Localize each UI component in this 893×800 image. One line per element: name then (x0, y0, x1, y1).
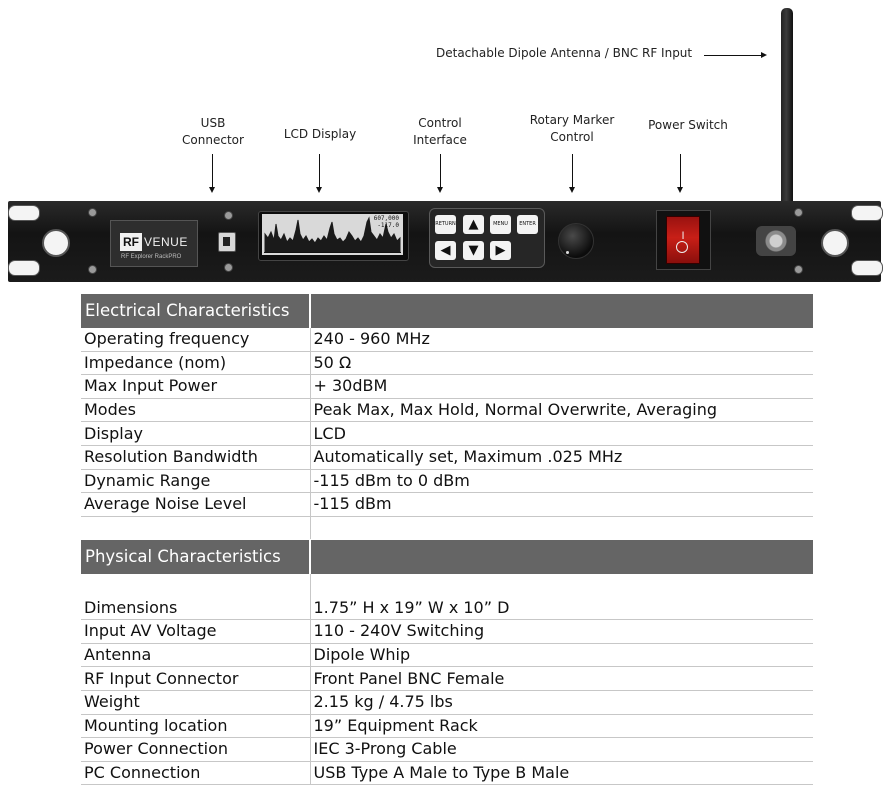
spec-value: 240 - 960 MHz (310, 328, 813, 351)
logo-rf-text: RF (120, 233, 142, 251)
right-arrow-key[interactable]: ▶ (490, 241, 511, 260)
spec-row (81, 643, 813, 667)
spacer-cell (81, 516, 310, 539)
logo-venue-text: VENUE (144, 235, 188, 249)
spec-value: Peak Max, Max Hold, Normal Overwrite, Averaging (310, 398, 813, 422)
spec-row (81, 690, 813, 714)
rotary-marker-indicator-dot (566, 251, 569, 254)
spec-value: Automatically set, Maximum .025 MHz (310, 445, 813, 469)
lcd-display (262, 214, 403, 255)
rotary-callout-line2: Control (550, 130, 594, 144)
power-switch-off-symbol (676, 241, 688, 253)
screw (88, 265, 97, 274)
spec-label: Modes (81, 398, 310, 422)
rack-slot-top-right (851, 205, 883, 221)
control-interface-keypad (429, 208, 545, 268)
logo-subtitle: RF Explorer RackPRO (121, 254, 182, 260)
spec-value: Front Panel BNC Female (310, 667, 813, 691)
return-key[interactable]: RETURN (435, 215, 456, 234)
spec-row (81, 445, 813, 469)
lcd-callout-label: LCD Display (283, 127, 357, 141)
spec-value: USB Type A Male to Type B Male (310, 761, 813, 785)
spec-value: LCD (310, 422, 813, 446)
power-switch-on-symbol: I (681, 230, 685, 242)
rotary-marker-knob[interactable] (558, 223, 594, 259)
usb-callout-arrow (212, 154, 213, 188)
spec-label: Dimensions (81, 597, 310, 620)
usb-callout-line1: USB (200, 116, 226, 130)
usb-callout-line2: Connector (182, 133, 244, 147)
rack-mount-hole-left (42, 229, 70, 257)
spec-row (81, 398, 813, 422)
physical-characteristics-table (81, 540, 813, 785)
spec-value: + 30dBM (310, 375, 813, 399)
spec-row (81, 469, 813, 493)
down-arrow-key[interactable]: ▼ (463, 241, 484, 260)
spec-row (81, 738, 813, 762)
control-callout-line2: Interface (413, 133, 467, 147)
physical-header-spacer (310, 540, 813, 574)
usb-callout-label (176, 115, 250, 149)
antenna-callout-label: Detachable Dipole Antenna / BNC RF Input (436, 46, 693, 60)
spec-row (81, 714, 813, 738)
spec-label: RF Input Connector (81, 667, 310, 691)
spec-value: 110 - 240V Switching (310, 620, 813, 644)
screw (794, 265, 803, 274)
lcd-readout-frequency: 607,000 (373, 215, 399, 222)
spec-label: Antenna (81, 643, 310, 667)
rotary-callout-line1: Rotary Marker (529, 113, 615, 127)
electrical-header: Electrical Characteristics (81, 294, 310, 328)
spec-value: Dipole Whip (310, 643, 813, 667)
up-arrow-key[interactable]: ▲ (463, 215, 484, 234)
spec-value: 19” Equipment Rack (310, 714, 813, 738)
spec-value: -115 dBm (310, 493, 813, 517)
rotary-callout-arrow (572, 154, 573, 188)
rack-mount-hole-right (821, 229, 849, 257)
electrical-characteristics-table (81, 294, 813, 539)
control-callout-arrow (440, 154, 441, 188)
left-arrow-key[interactable]: ◀ (435, 241, 456, 260)
control-callout-line1: Control (418, 116, 462, 130)
lcd-readout (374, 215, 399, 229)
spec-label: Operating frequency (81, 328, 310, 351)
spec-value: -115 dBm to 0 dBm (310, 469, 813, 493)
spec-row (81, 375, 813, 399)
lcd-callout-arrow (319, 154, 320, 188)
spec-row (81, 667, 813, 691)
antenna-callout-arrow (704, 55, 762, 56)
spec-label: Dynamic Range (81, 469, 310, 493)
rack-slot-bottom-left (8, 260, 40, 276)
spec-label: Max Input Power (81, 375, 310, 399)
spacer-row (81, 516, 813, 539)
screw (224, 211, 233, 220)
physical-header: Physical Characteristics (81, 540, 310, 574)
spec-row (81, 761, 813, 785)
power-callout-arrow (680, 154, 681, 188)
power-callout-label: Power Switch (648, 118, 728, 132)
rf-venue-logo (110, 220, 198, 267)
spacer-cell (310, 516, 813, 539)
control-callout-label (404, 115, 476, 149)
bnc-rf-input-connector[interactable] (756, 226, 796, 256)
electrical-header-row (81, 294, 813, 328)
spacer-cell (310, 574, 813, 597)
electrical-header-spacer (310, 294, 813, 328)
screw (224, 263, 233, 272)
spec-row (81, 328, 813, 351)
screw (88, 208, 97, 217)
rotary-callout-label (520, 112, 624, 146)
lcd-readout-level: -117.0 (377, 222, 399, 229)
spec-label: Power Connection (81, 738, 310, 762)
usb-connector-port[interactable] (218, 232, 236, 252)
spec-label: Input AV Voltage (81, 620, 310, 644)
spec-label: PC Connection (81, 761, 310, 785)
spec-value: 1.75” H x 19” W x 10” D (310, 597, 813, 620)
rack-slot-bottom-right (851, 260, 883, 276)
spec-row (81, 597, 813, 620)
spec-value: 2.15 kg / 4.75 lbs (310, 690, 813, 714)
spacer-cell (81, 574, 310, 597)
enter-key[interactable]: ENTER (517, 215, 538, 234)
spec-label: Resolution Bandwidth (81, 445, 310, 469)
spec-value: IEC 3-Prong Cable (310, 738, 813, 762)
spec-row (81, 422, 813, 446)
spec-label: Impedance (nom) (81, 351, 310, 375)
rack-slot-top-left (8, 205, 40, 221)
spec-label: Mounting location (81, 714, 310, 738)
spec-value: 50 Ω (310, 351, 813, 375)
spec-row (81, 620, 813, 644)
spec-row (81, 351, 813, 375)
spacer-row (81, 574, 813, 597)
dipole-antenna (781, 8, 793, 224)
screw (794, 208, 803, 217)
spec-label: Display (81, 422, 310, 446)
spec-row (81, 493, 813, 517)
spec-label: Weight (81, 690, 310, 714)
physical-header-row (81, 540, 813, 574)
spec-label: Average Noise Level (81, 493, 310, 517)
menu-key[interactable]: MENU (490, 215, 511, 234)
